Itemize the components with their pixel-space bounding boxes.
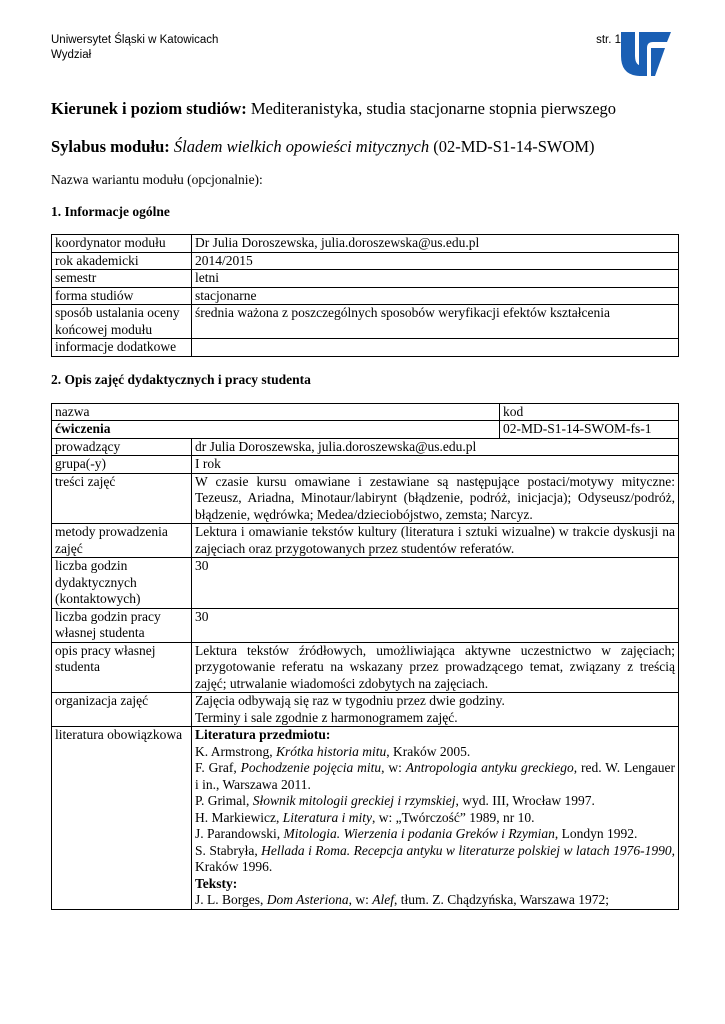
table-row [52, 524, 679, 558]
table-row [52, 421, 679, 439]
literature-entry: J. L. Borges, Dom Asteriona, w: Alef, tłum. Z. Chądzyńska, Warszawa 1972; [195, 892, 610, 907]
table-row [52, 456, 679, 474]
document-body [51, 98, 679, 910]
table-row [52, 252, 679, 270]
course-code: 02-MD-S1-14-SWOM-fs-1 [500, 421, 679, 439]
literature-entry: P. Grimal, Słownik mitologii greckiej i rzymskiej, wyd. III, Wrocław 1997. [195, 793, 595, 808]
table-row [52, 438, 679, 456]
table-row [52, 558, 679, 609]
table-row [52, 403, 679, 421]
table-row [52, 270, 679, 288]
table-row [52, 473, 679, 524]
row-value: 30 [192, 558, 679, 609]
section-1-title: 1. Informacje ogólne [51, 204, 170, 219]
program-value: Mediteranistyka, studia stacjonarne stopnia pierwszego [246, 99, 617, 118]
general-info-table [51, 234, 679, 357]
row-value: stacjonarne [192, 287, 679, 305]
university-name: Uniwersytet Śląski w Katowicach [51, 34, 219, 46]
course-name: ćwiczenia [52, 421, 500, 439]
table-row [52, 693, 679, 727]
code-header: kod [500, 403, 679, 421]
table-row [52, 235, 679, 253]
row-value: Lektura tekstów źródłowych, umożliwiająca aktywne uczestnictwo w zajęciach; przygotowanie referatu na wskazany przez prowadzącego temat, związany z treścią zajęć; utrwalanie wiadomości zdobytych na zajęciach. [192, 642, 679, 693]
row-label: rok akademicki [52, 252, 192, 270]
row-label: organizacja zajęć [52, 693, 192, 727]
row-value [192, 339, 679, 357]
row-label: treści zajęć [52, 473, 192, 524]
row-label: liczba godzin dydaktycznych (kontaktowych) [52, 558, 192, 609]
row-value: 30 [192, 608, 679, 642]
literature-heading: Literatura przedmiotu: [195, 727, 331, 742]
organization-line: Zajęcia odbywają się raz w tygodniu przez dwie godziny. [195, 693, 505, 708]
row-label: forma studiów [52, 287, 192, 305]
course-description-table [51, 403, 679, 910]
table-row [52, 608, 679, 642]
table-row [52, 287, 679, 305]
table-row [52, 642, 679, 693]
row-label: grupa(-y) [52, 456, 192, 474]
literature-entry: S. Stabryła, Hellada i Roma. Recepcja antyku w literaturze polskiej w latach 1976-1990, Kraków 1996. [195, 842, 675, 874]
row-value: dr Julia Doroszewska, julia.doroszewska@us.edu.pl [192, 438, 679, 456]
row-label: prowadzący [52, 438, 192, 456]
literature-entry: F. Graf, Pochodzenie pojęcia mitu, w: Antropologia antyku greckiego, red. W. Lengauer i in., Warszawa 2011. [195, 760, 675, 792]
name-header: nazwa [52, 403, 500, 421]
section-2-title: 2. Opis zajęć dydaktycznych i pracy studenta [51, 371, 311, 387]
syllabus-label: Sylabus modułu: [51, 137, 170, 156]
row-value: średnia ważona z poszczególnych sposobów weryfikacji efektów kształcenia [192, 305, 679, 339]
table-row [52, 305, 679, 339]
program-label: Kierunek i poziom studiów: [51, 99, 247, 118]
faculty-name: Wydział [51, 49, 92, 61]
row-label: liczba godzin pracy własnej studenta [52, 608, 192, 642]
literature-entry: H. Markiewicz, Literatura i mity, w: „Twórczość” 1989, nr 10. [195, 809, 535, 825]
row-label: literatura obowiązkowa [52, 727, 192, 910]
row-value: Dr Julia Doroszewska, julia.doroszewska@us.edu.pl [192, 235, 679, 253]
table-row [52, 339, 679, 357]
university-logo-icon [615, 26, 673, 82]
page-header [51, 33, 621, 63]
organization-line: Terminy i sale zgodnie z harmonogramem zajęć. [195, 709, 458, 725]
syllabus-heading [51, 136, 679, 158]
row-label: sposób ustalania oceny końcowej modułu [52, 305, 192, 339]
syllabus-code: (02-MD-S1-14-SWOM) [429, 137, 595, 156]
literature-cell [192, 727, 679, 910]
row-label: semestr [52, 270, 192, 288]
program-heading [51, 98, 679, 120]
row-label: informacje dodatkowe [52, 339, 192, 357]
variant-label: Nazwa wariantu modułu (opcjonalnie): [51, 172, 263, 187]
row-value: W czasie kursu omawiane i zestawiane są następujące postaci/motywy mityczne: Tezeusz, Ariadna, Minotaur/labirynt (błądzenie, podróż, inicjacja); Odyseusz/podróż, błądzenie, wędrówka; Medea/dzieciobójstwo, zemsta; Narcyz. [192, 473, 679, 524]
syllabus-title: Śladem wielkich opowieści mitycznych [173, 137, 430, 156]
texts-heading: Teksty: [195, 875, 238, 891]
row-label: opis pracy własnej studenta [52, 642, 192, 693]
row-label: koordynator modułu [52, 235, 192, 253]
row-label: metody prowadzenia zajęć [52, 524, 192, 558]
row-value: Lektura i omawianie tekstów kultury (literatura i sztuki wizualne) w trakcie dyskusji na zajęciach oraz przygotowanych przez studentów referatów. [192, 524, 679, 558]
literature-entry: K. Armstrong, Krótka historia mitu, Kraków 2005. [195, 743, 471, 759]
row-value: 2014/2015 [192, 252, 679, 270]
page-number: str. 1 [596, 34, 621, 46]
literature-entry: J. Parandowski, Mitologia. Wierzenia i podania Greków i Rzymian, Londyn 1992. [195, 826, 638, 841]
row-value: letni [192, 270, 679, 288]
table-row [52, 727, 679, 910]
row-value [192, 693, 679, 727]
row-value: I rok [192, 456, 679, 474]
